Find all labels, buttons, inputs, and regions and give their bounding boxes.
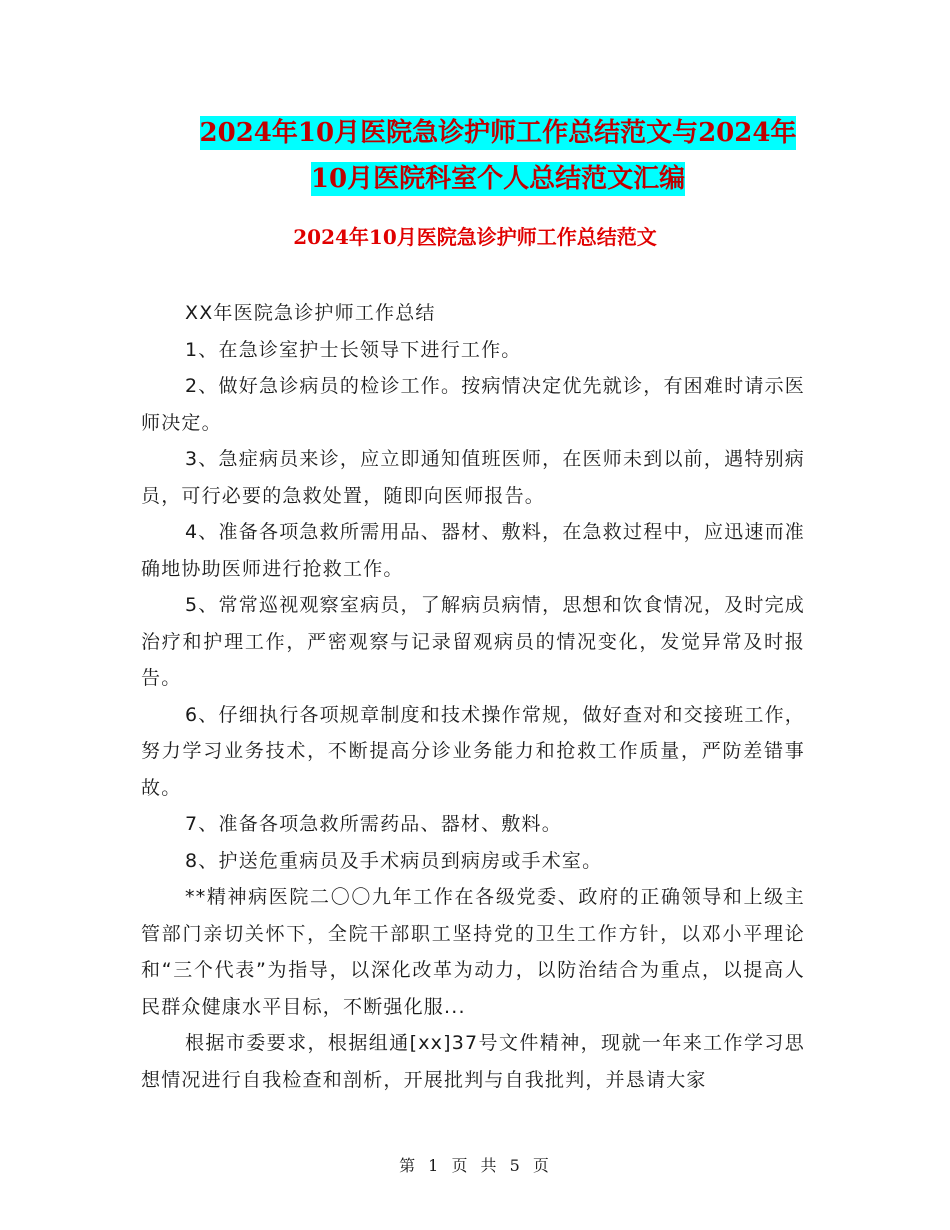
paragraph-item-4: 4、准备各项急救所需用品、器材、敷料，在急救过程中，应迅速而准确地协助医师进行抢救工作。 bbox=[141, 521, 805, 580]
page-number-footer: 第 1 页 共 5 页 bbox=[399, 1156, 551, 1175]
document-body bbox=[141, 295, 805, 1098]
section-title: 2024年10月医院急诊护师工作总结范文 bbox=[293, 225, 657, 249]
paragraph-item-3: 3、急症病员来诊，应立即通知值班医师，在医师未到以前，遇特别病员，可行必要的急救处置，随即向医师报告。 bbox=[141, 448, 805, 507]
paragraph-item-6: 6、仔细执行各项规章制度和技术操作常规，做好查对和交接班工作，努力学习业务技术，不断提高分诊业务能力和抢救工作质量，严防差错事故。 bbox=[141, 703, 805, 799]
paragraph-item-7: 7、准备各项急救所需药品、器材、敷料。 bbox=[185, 813, 562, 835]
paragraph-item-5: 5、常常巡视观察室病员，了解病员病情，思想和饮食情况，及时完成治疗和护理工作，严密观察与记录留观病员的情况变化，发觉异常及时报告。 bbox=[141, 594, 805, 689]
document-title-text: 2024年10月医院急诊护师工作总结范文与2024年10月医院科室个人总结范文汇编 bbox=[199, 118, 797, 194]
paragraph-heading: XX年医院急诊护师工作总结 bbox=[185, 302, 436, 324]
paragraph-item-1: 1、在急诊室护士长领导下进行工作。 bbox=[185, 338, 522, 361]
paragraph-item-8: 8、护送危重病员及手术病员到病房或手术室。 bbox=[185, 849, 603, 872]
paragraph-self-review: 根据市委要求，根据组通[xx]37号文件精神，现就一年来工作学习思想情况进行自我检查和剖析，开展批判与自我批判，并恳请大家 bbox=[141, 1032, 805, 1091]
document-title bbox=[188, 110, 808, 202]
paragraph-hospital-summary: **精神病医院二〇〇九年工作在各级党委、政府的正确领导和上级主管部门亲切关怀下，全院干部职工坚持党的卫生工作方针，以邓小平理论和“三个代表”为指导，以深化改革为动力，以防治结合为重点，以提高人民群众健康水平目标，不断强化服... bbox=[141, 886, 805, 1018]
paragraph-item-2: 2、做好急诊病员的检诊工作。按病情决定优先就诊，有困难时请示医师决定。 bbox=[141, 375, 805, 434]
